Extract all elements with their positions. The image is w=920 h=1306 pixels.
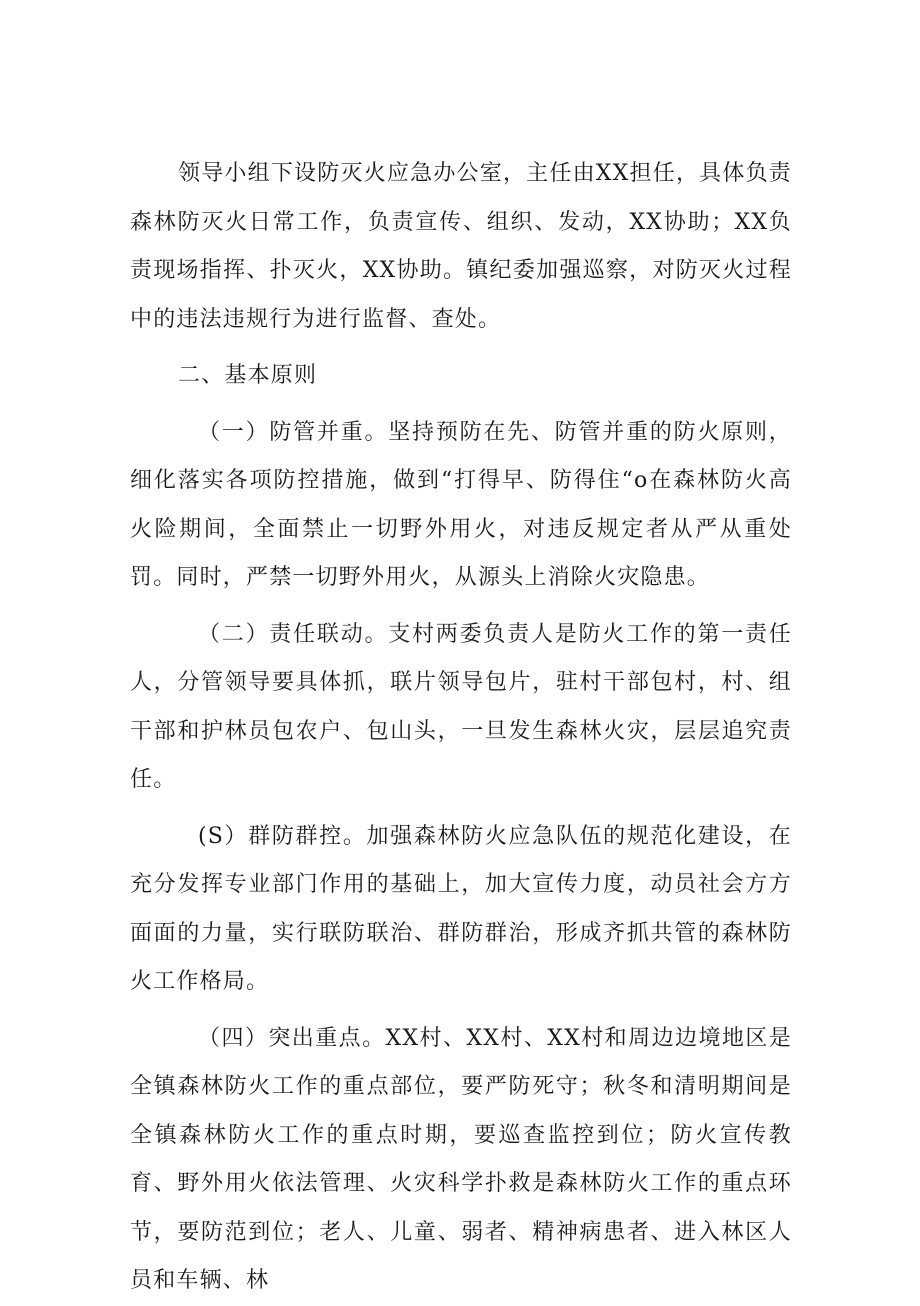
paragraph-principle-4: （四）突出重点。XX村、XX村、XX村和周边边境地区是全镇森林防火工作的重点部位，要严防死守；秋冬和清明期间是全镇森林防火工作的重点时期，要巡查监控到位；防火宣传教育、野外用火依法管理、火灾科学扑救是森林防火工作的重点环节，要防范到位；老人、儿童、弱者、精神病患者、进入林区人员和车辆、林 [130,1025,792,1293]
section-heading-basic-principles: 二、基本原则 [178,363,318,388]
paragraph-principle-2: （二）责任联动。支村两委负责人是防火工作的第一责任人，分管领导要具体抓，联片领导包片，驻村干部包村，村、组干部和护林员包农户、包山头，一旦发生森林火灾，层层追究责任。 [130,621,792,792]
paragraph-principle-1: （一）防管并重。坚持预防在先、防管并重的防火原则，细化落实各项防控措施，做到“打得早、防得住“o在森林防火高火险期间，全面禁止一切野外用火，对违反规定者从严从重处罚。同时，严禁一切野外用火，从源头上消除火灾隐患。 [130,419,792,590]
paragraph-principle-3: (S）群防群控。加强森林防火应急队伍的规范化建设，在充分发挥专业部门作用的基础上，加大宣传力度，动员社会方方面面的力量，实行联防联治、群防群治，形成齐抓共管的森林防火工作格局。 [130,823,792,994]
paragraph-office-setup: 领导小组下设防灭火应急办公室，主任由XX担任，具体负责森林防灭火日常工作，负责宣传、组织、发动，XX协助；XX负责现场指挥、扑灭火，XX协助。镇纪委加强巡察，对防灭火过程中的违法违规行为进行监督、查处。 [130,161,792,332]
